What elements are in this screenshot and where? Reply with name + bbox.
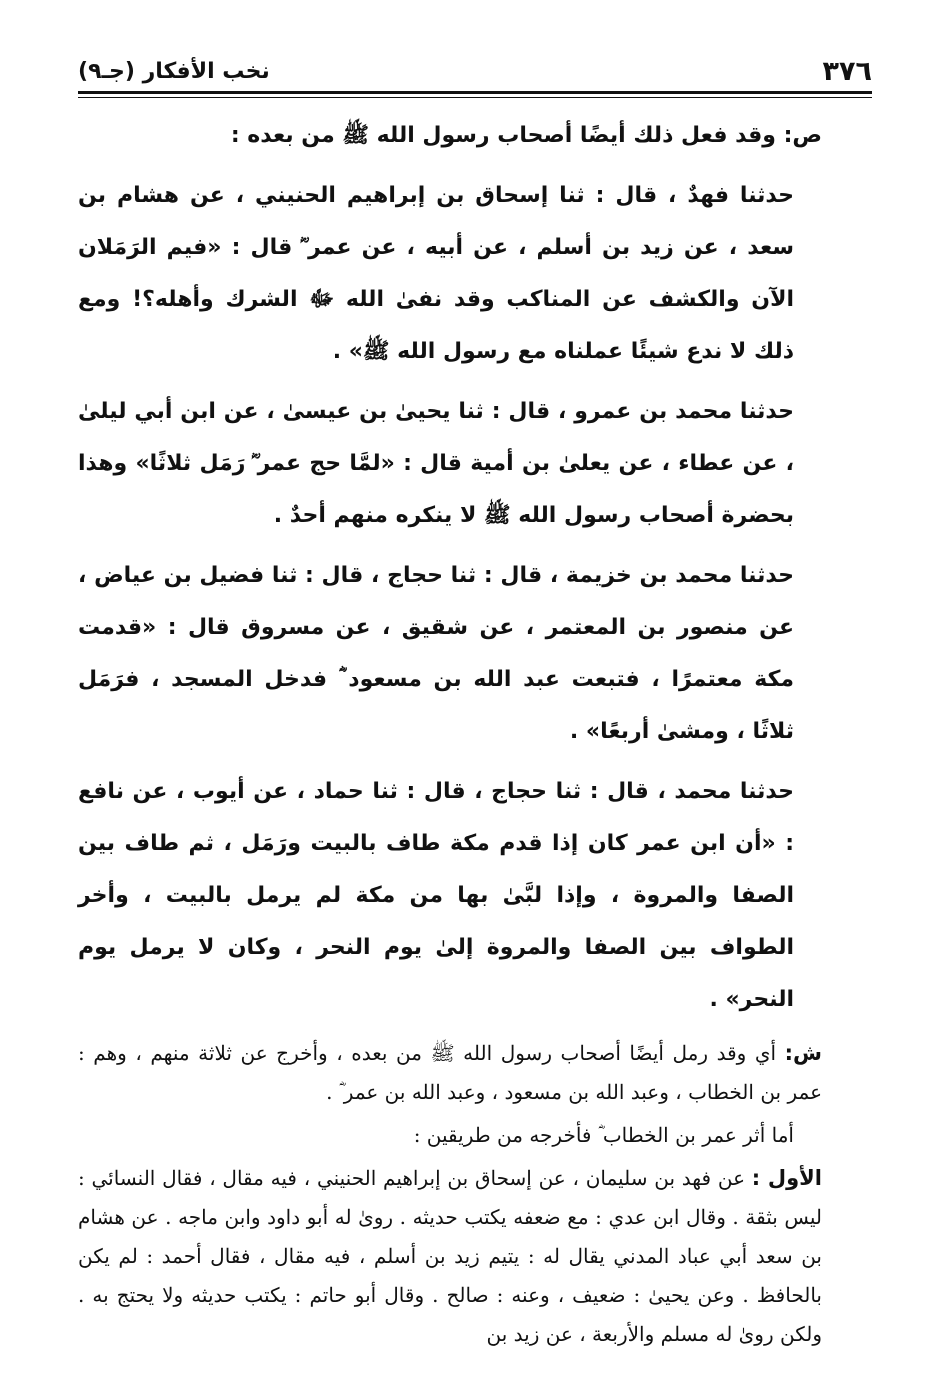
- matn-section: [78, 110, 822, 1026]
- page-header: [78, 50, 872, 92]
- first-route-marker: الأول :: [751, 1166, 822, 1190]
- header-rule-thin: [78, 97, 872, 98]
- sad-paragraph: [78, 110, 822, 162]
- running-title: نخب الأفكار (جـ٩): [78, 58, 270, 84]
- sad-text: وقد فعل ذلك أيضًا أصحاب رسول الله ﷺ من بعده :: [230, 123, 784, 148]
- shin-paragraph: [78, 1034, 822, 1112]
- hadith-paragraph-3: حدثنا محمد بن خزيمة ، قال : ثنا حجاج ، قال : ثنا فضيل بن عياض ، عن منصور بن المعتمر ، عن شقيق ، عن مسروق قال : «قدمت مكة معتمرًا ، فتبعت عبد الله بن مسعود ؓ فدخل المسجد ، فرَمَل ثلاثًا ، ومشىٰ أربعًا» .: [78, 563, 794, 744]
- page-number: ٣٧٦: [822, 55, 872, 87]
- header-rule: [78, 91, 872, 94]
- shin-text: أي وقد رمل أيضًا أصحاب رسول الله ﷺ من بعده ، وأخرج عن ثلاثة منهم ، وهم : عمر بن الخطاب ، وعبد الله بن مسعود ، وعبد الله بن عمر ؓ .: [78, 1041, 822, 1104]
- sad-marker: ص:: [783, 123, 822, 148]
- first-route-paragraph: [78, 1159, 822, 1354]
- sharh-intro: أما أثر عمر بن الخطاب ؓ فأخرجه من طريقين :: [413, 1123, 794, 1147]
- page-body: [78, 110, 822, 1358]
- sharh-section: [78, 1034, 822, 1354]
- hadith-paragraph-1: حدثنا فهدٌ ، قال : ثنا إسحاق بن إبراهيم الحنيني ، عن هشام بن سعد ، عن زيد بن أسلم ، عن أبيه ، عن عمر ؓ قال : «فيم الرَمَلان الآن والكشف عن المناكب وقد نفىٰ الله ﷻ الشرك وأهله؟! ومع ذلك لا ندع شيئًا عملناه مع رسول الله ﷺ» .: [78, 183, 794, 364]
- hadith-paragraph-2: حدثنا محمد بن عمرو ، قال : ثنا يحيىٰ بن عيسىٰ ، عن ابن أبي ليلىٰ ، عن عطاء ، عن يعلىٰ بن أمية قال : «لمَّا حج عمر ؓ رَمَل ثلاثًا» وهذا بحضرة أصحاب رسول الله ﷺ لا ينكره منهم أحدٌ .: [78, 399, 794, 528]
- first-route-text: عن فهد بن سليمان ، عن إسحاق بن إبراهيم الحنيني ، فيه مقال ، فقال النسائي : ليس بثقة . وقال ابن عدي : مع ضعفه يكتب حديثه . روىٰ له أبو داود وابن ماجه . عن هشام بن سعد أبي عباد المدني يقال له : يتيم زيد بن أسلم ، فيه مقال ، فقال أحمد : لم يكن بالحافظ . وعن يحيىٰ : ضعيف ، وعنه : صالح . وقال أبو حاتم : يكتب حديثه ولا يحتج به . ولكن روىٰ له مسلم والأربعة ، عن زيد بن: [78, 1166, 822, 1346]
- hadith-paragraph-4: حدثنا محمد ، قال : ثنا حجاج ، قال : ثنا حماد ، عن أيوب ، عن نافع : «أن ابن عمر كان إذا قدم مكة طاف بالبيت ورَمَل ، ثم طاف بين الصفا والمروة ، وإذا لبَّىٰ بها من مكة لم يرمل بالبيت ، وأخر الطواف بين الصفا والمروة إلىٰ يوم النحر ، وكان لا يرمل يوم النحر» .: [78, 779, 794, 1012]
- shin-marker: ش:: [784, 1041, 822, 1065]
